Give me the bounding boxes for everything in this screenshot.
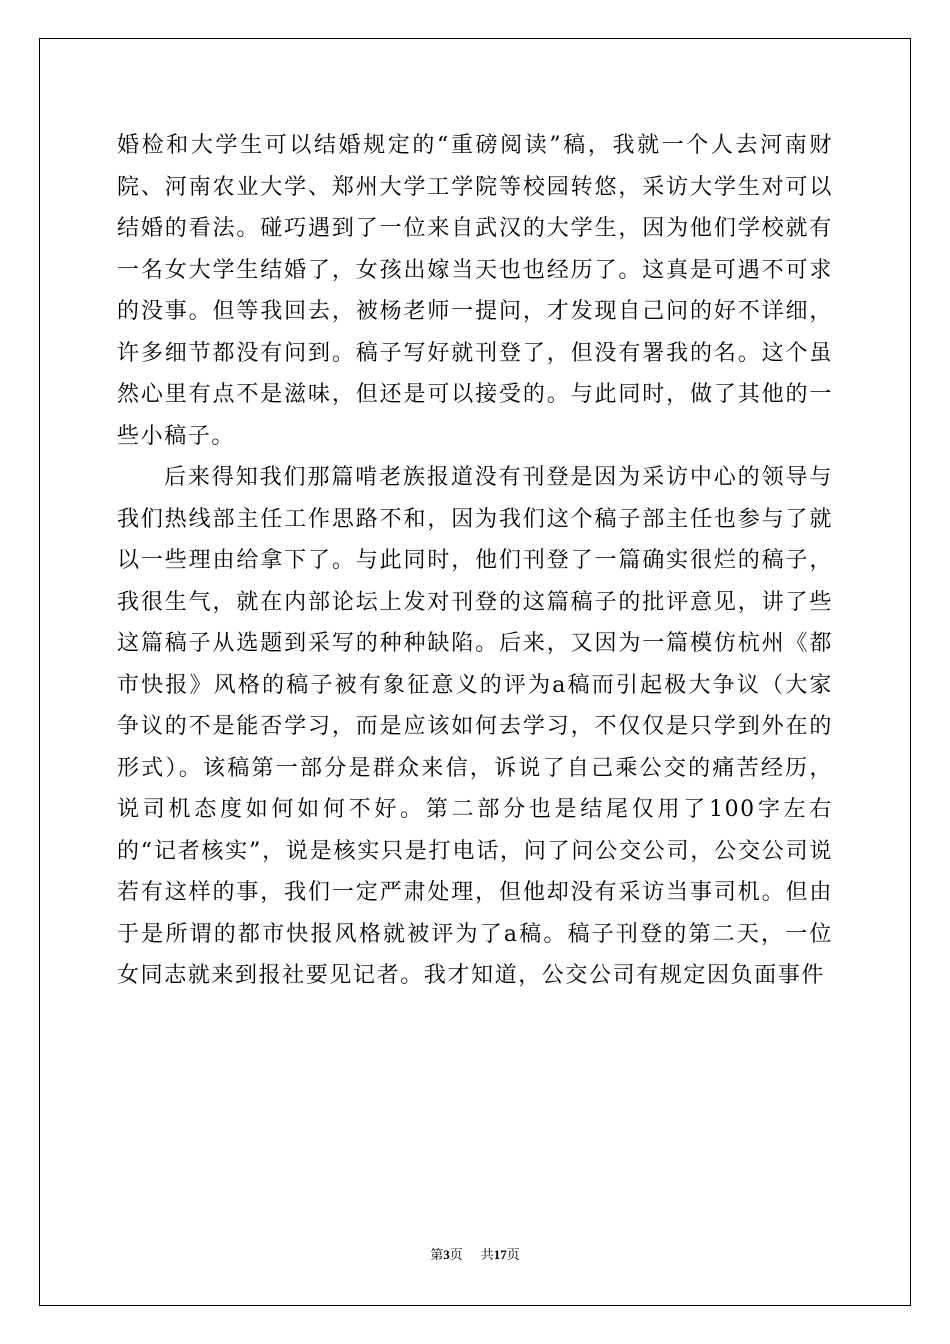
paragraph-1: 婚检和大学生可以结婚规定的“重磅阅读”稿，我就一个人去河南财院、河南农业大学、郑州大学工学院等校园转悠，采访大学生对可以结婚的看法。碰巧遇到了一位来自武汉的大学生，因为他们学校就有一名女大学生结婚了，女孩出嫁当天也也经历了。这真是可遇不可求的没事。但等我回去，被杨老师一提问，才发现自己问的好不详细，许多细节都没有问到。稿子写好就刊登了，但没有署我的名。这个虽然心里有点不是滋味，但还是可以接受的。与此同时，做了其他的一些小稿子。 — [117, 133, 833, 449]
page-footer — [0, 1246, 950, 1264]
total-label-prefix: 共 — [480, 1247, 494, 1262]
total-page-number: 17 — [493, 1247, 507, 1262]
total-label-suffix: 页 — [506, 1247, 520, 1262]
current-page-number: 3 — [443, 1247, 450, 1262]
paragraph-2: 后来得知我们那篇啃老族报道没有刊登是因为采访中心的领导与我们热线部主任工作思路不和，因为我们这个稿子部主任也参与了就以一些理由给拿下了。与此同时，他们刊登了一篇确实很烂的稿子，我很生气，就在内部论坛上发对刊登的这篇稿子的批评意见，讲了些这篇稿子从选题到采写的种种缺陷。后来，又因为一篇模仿杭州《都市快报》风格的稿子被有象征意义的评为a稿而引起极大争议（大家争议的不是能否学习，而是应该如何去学习，不仅仅是只学到外在的形式）。该稿第一部分是群众来信，诉说了自己乘公交的痛苦经历，说司机态度如何如何不好。第二部分也是结尾仅用了100字左右的“记者核实”，说是核实只是打电话，问了问公交公司，公交公司说若有这样的事，我们一定严肃处理，但他却没有采访当事司机。但由于是所谓的都市快报风格就被评为了a稿。稿子刊登的第二天，一位女同志就来到报社要见记者。我才知道，公交公司有规定因负面事件 — [117, 465, 833, 988]
document-body — [117, 125, 833, 997]
page-label-suffix: 页 — [449, 1247, 463, 1262]
page-label-prefix: 第 — [430, 1247, 444, 1262]
